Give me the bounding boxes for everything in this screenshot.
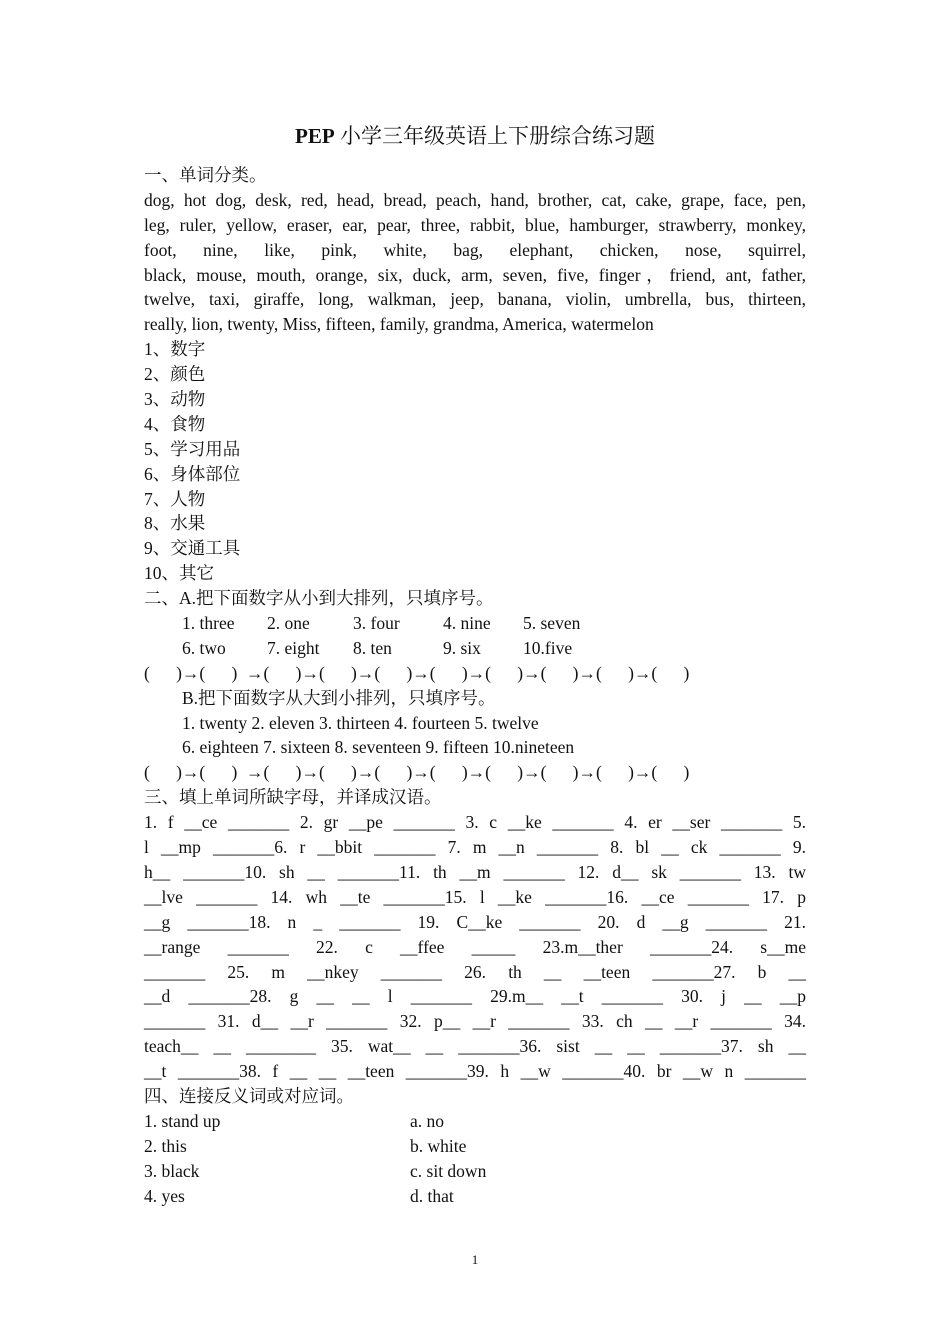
number-item: 7. eight <box>267 637 320 658</box>
number-row-b2: 6. eighteen 7. sixteen 8. seventeen 9. fifteen 10.nineteen <box>182 737 575 758</box>
fill-line: 1. f __ce _______ 2. gr __pe _______ 3. c __ke _______ 4. er __ser _______ 5. <box>144 812 806 833</box>
number-item: 1. three <box>182 613 235 634</box>
number-row-a2 <box>144 636 806 661</box>
category-item: 6、身体部位 <box>144 463 241 484</box>
match-row <box>144 1184 806 1209</box>
number-item: 8. ten <box>353 637 392 658</box>
match-row <box>144 1109 806 1134</box>
match-right: d. that <box>410 1185 454 1206</box>
category-item: 4、食物 <box>144 413 206 434</box>
match-right: b. white <box>410 1135 467 1156</box>
fill-line: teach__ __ ________ 35. wat__ __ _______36. sist __ __ _______37. sh __ <box>144 1036 806 1057</box>
category-item: 9、交通工具 <box>144 538 241 559</box>
order-chain-b: ( )→( ) →( )→( )→( )→( )→( )→( )→( )→( ) <box>144 762 690 783</box>
word-line: black, mouse, mouth, orange, six, duck, arm, seven, five, finger，friend, ant, father, <box>144 264 806 285</box>
category-item: 8、水果 <box>144 513 206 534</box>
word-line: foot, nine, like, pink, white, bag, elephant, chicken, nose, squirrel, <box>144 239 806 260</box>
number-item: 9. six <box>443 637 481 658</box>
section3-heading: 三、填上单词所缺字母，并译成汉语。 <box>144 787 442 808</box>
word-line: leg, ruler, yellow, eraser, ear, pear, three, rabbit, blue, hamburger, strawberry, monkey, <box>144 214 806 235</box>
fill-line: l __mp _______6. r __bbit _______ 7. m __n _______ 8. bl __ ck _______ 9. <box>144 837 806 858</box>
fill-line: __d _______28. g __ __ l _______ 29.m__ __t _______ 30. j __ __p <box>144 986 806 1007</box>
number-item: 10.five <box>523 637 573 658</box>
match-row <box>144 1159 806 1184</box>
fill-line: __lve _______ 14. wh __te _______15. l __ke _______16. __ce _______ 17. p <box>144 886 806 907</box>
number-item: 4. nine <box>443 613 491 634</box>
title-bold: PEP <box>295 124 335 148</box>
number-item: 6. two <box>182 637 226 658</box>
section2-heading-b: B.把下面数字从大到小排列，只填序号。 <box>182 687 496 708</box>
match-left: 3. black <box>144 1160 200 1181</box>
fill-line: _______ 25. m __nkey _______ 26. th __ __teen _______27. b __ <box>144 961 806 982</box>
match-left: 1. stand up <box>144 1110 221 1131</box>
match-left: 4. yes <box>144 1185 185 1206</box>
match-left: 2. this <box>144 1135 187 1156</box>
page-title <box>0 122 950 150</box>
word-line: really, lion, twenty, Miss, fifteen, family, grandma, America, watermelon <box>144 314 654 335</box>
number-item: 5. seven <box>523 613 581 634</box>
order-chain-a: ( )→( ) →( )→( )→( )→( )→( )→( )→( )→( ) <box>144 662 690 683</box>
number-item: 3. four <box>353 613 400 634</box>
content <box>144 163 806 1208</box>
category-item: 2、颜色 <box>144 364 206 385</box>
page-number: 1 <box>471 1252 479 1267</box>
fill-line: _______ 31. d__ __r _______ 32. p__ __r _______ 33. ch __ __r _______ 34. <box>144 1011 806 1032</box>
match-right: c. sit down <box>410 1160 487 1181</box>
word-line: dog, hot dog, desk, red, head, bread, peach, hand, brother, cat, cake, grape, face, pen, <box>144 189 806 210</box>
fill-line: __t _______38. f __ __ __teen _______39. h __w _______40. br __w n _______ <box>144 1061 806 1082</box>
title-rest: 小学三年级英语上下册综合练习题 <box>334 124 655 148</box>
category-item: 7、人物 <box>144 488 206 509</box>
fill-line: __g _______18. n _ _______ 19. C__ke _______ 20. d __g _______ 21. <box>144 911 806 932</box>
match-row <box>144 1134 806 1159</box>
fill-line: h__ _______10. sh __ _______11. th __m _______ 12. d__ sk _______ 13. tw <box>144 861 806 882</box>
category-item: 1、数字 <box>144 339 206 360</box>
category-item: 5、学习用品 <box>144 438 241 459</box>
section4-heading: 四、连接反义词或对应词。 <box>144 1085 354 1106</box>
category-item: 3、动物 <box>144 389 206 410</box>
number-row-a1 <box>144 611 806 636</box>
category-item: 10、其它 <box>144 563 214 584</box>
number-row-b1: 1. twenty 2. eleven 3. thirteen 4. fourteen 5. twelve <box>182 712 539 733</box>
match-right: a. no <box>410 1110 445 1131</box>
word-line: twelve, taxi, giraffe, long, walkman, jeep, banana, violin, umbrella, bus, thirteen, <box>144 289 806 310</box>
fill-line: __range _______ 22. c __ffee _____ 23.m__ther _______24. s__me <box>144 936 806 957</box>
section2-heading-a: 二、A.把下面数字从小到大排列，只填序号。 <box>144 588 494 609</box>
section1-heading: 一、单词分类。 <box>144 165 267 185</box>
number-item: 2. one <box>267 613 310 634</box>
